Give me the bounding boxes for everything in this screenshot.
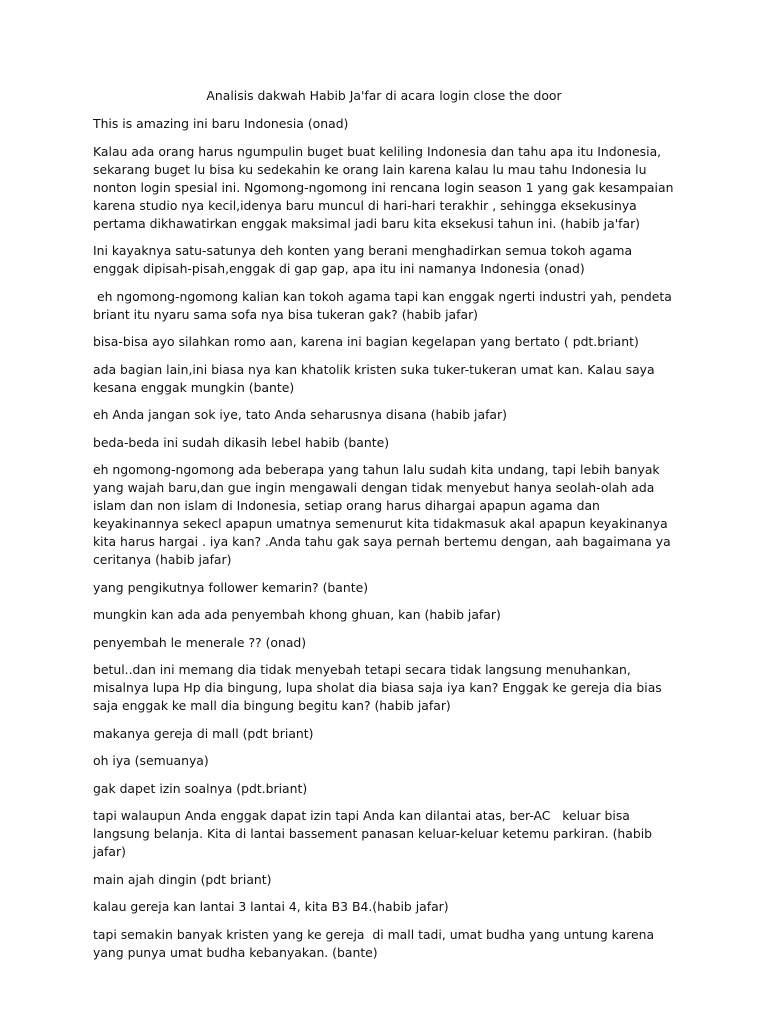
paragraph: betul..dan ini memang dia tidak menyebah tetapi secara tidak langsung menuhankan, misalnya lupa Hp dia bingung, lupa sholat dia biasa saja iya kan? Enggak ke gereja dia bias saja enggak ke mall dia bingung begitu kan? (habib jafar) <box>93 662 666 713</box>
paragraph: kalau gereja kan lantai 3 lantai 4, kita B3 B4.(habib jafar) <box>93 899 449 914</box>
paragraph: gak dapet izin soalnya (pdt.briant) <box>93 780 308 796</box>
paragraph: beda-beda ini sudah dikasih lebel habib (bante) <box>93 434 390 450</box>
document-body <box>93 115 681 971</box>
paragraph: eh Anda jangan sok iye, tato Anda seharusnya disana (habib jafar) <box>93 407 507 422</box>
paragraph: main ajah dingin (pdt briant) <box>93 871 272 887</box>
paragraph: eh ngomong-ngomong kalian kan tokoh agama tapi kan enggak ngerti industri yah, pendeta briant itu nyaru sama sofa nya bisa tukeran gak? (habib jafar) <box>93 288 676 322</box>
paragraph: makanya gereja di mall (pdt briant) <box>93 725 314 741</box>
paragraph: Kalau ada orang harus ngumpulin buget buat keliling Indonesia dan tahu apa itu Indonesia, sekarang buget lu bisa ku sedekahin ke orang lain karena kalau lu mau tahu Indonesia lu nonton login spesial ini. Ngomong-ngomong ini rencana login season 1 yang gak kesampaian karena studio nya kecil,idenya baru muncul di hari-hari terakhir , sehingga eksekusinya pertama dikhawatirkan enggak maksimal jadi baru kita eksekusi tahun ini. (habib ja'far) <box>93 143 678 231</box>
paragraph: oh iya (semuanya) <box>93 753 209 768</box>
paragraph: ada bagian lain,ini biasa nya kan khatolik kristen suka tuker-tukeran umat kan. Kalau saya kesana enggak mungkin (bante) <box>93 361 659 395</box>
paragraph: Ini kayaknya satu-satunya deh konten yang berani menghadirkan semua tokoh agama enggak dipisah-pisah,enggak di gap gap, apa itu ini namanya Indonesia (onad) <box>93 243 637 276</box>
paragraph: bisa-bisa ayo silahkan romo aan, karena ini bagian kegelapan yang bertato ( pdt.briant) <box>93 334 639 349</box>
paragraph: This is amazing ini baru Indonesia (onad) <box>93 116 349 131</box>
paragraph: tapi semakin banyak kristen yang ke gereja di mall tadi, umat budha yang untung karena yang punya umat budha kebanyakan. (bante) <box>93 926 659 960</box>
paragraph: yang pengikutnya follower kemarin? (bante) <box>93 579 369 595</box>
paragraph: tapi walaupun Anda enggak dapat izin tapi Anda kan dilantai atas, ber-AC keluar bisa langsung belanja. Kita di lantai bassement panasan keluar-keluar ketemu parkiran. (habib jafar) <box>93 808 657 859</box>
paragraph: penyembah le menerale ?? (onad) <box>93 634 307 650</box>
paragraph: mungkin kan ada ada penyembah khong ghuan, kan (habib jafar) <box>93 607 501 622</box>
paragraph: eh ngomong-ngomong ada beberapa yang tahun lalu sudah kita undang, tapi lebih banyak yang wajah baru,dan gue ingin mengawali dengan tidak menyebut hanya seolah-olah ada islam dan non islam di Indonesia, setiap orang harus dihargai apapun agama dan keyakinannya sekecl apapun umatnya semenurut kita tidakmasuk akal apapun keyakinanya kita harus hargai . iya kan? .Anda tahu gak saya pernah bertemu dengan, aah bagaimana ya ceritanya (habib jafar) <box>93 462 675 567</box>
document-title: Analisis dakwah Habib Ja'far di acara login close the door <box>206 88 562 103</box>
